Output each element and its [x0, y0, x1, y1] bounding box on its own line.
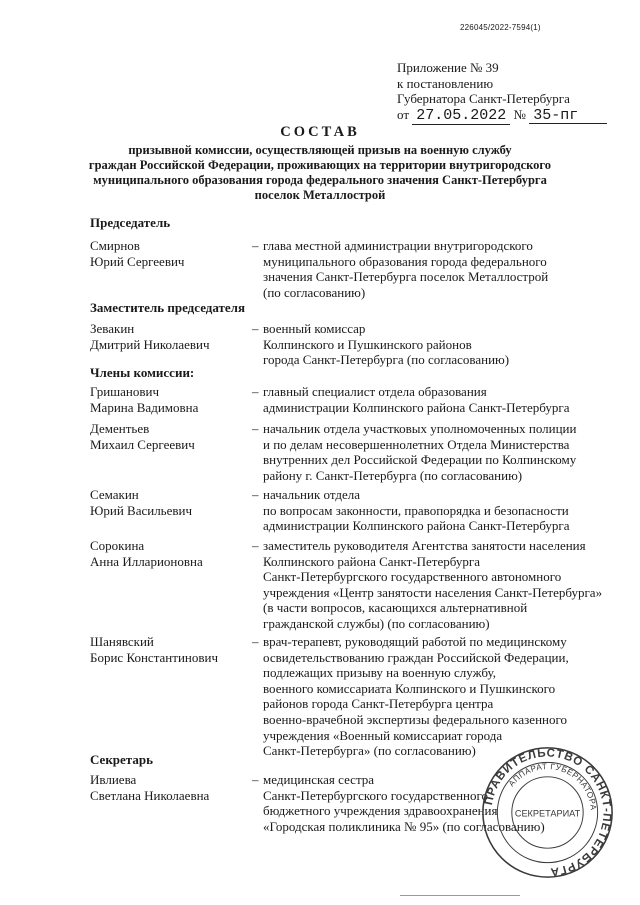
position-line: военно-врачебной экспертизы федерального казенного	[263, 711, 567, 727]
dash-separator: –	[252, 487, 259, 502]
subtitle-line: призывной комиссии, осуществляющей призыв на военную службу	[128, 143, 512, 157]
given-names: Борис Константинович	[90, 649, 218, 665]
member-name	[90, 538, 250, 569]
member-name	[90, 634, 250, 665]
position-line: глава местной администрации внутригородского	[263, 238, 533, 253]
position-line: «Городская поликлиника № 95» (по согласованию)	[263, 818, 545, 834]
position-line: освидетельствованию граждан Российской Федерации,	[263, 649, 569, 665]
position-line: муниципального образования города федерального	[263, 253, 547, 269]
subtitle-line: граждан Российской Федерации, проживающих на территории внутригородского	[88, 158, 552, 172]
position-line: бюджетного учреждения здравоохранения	[263, 803, 498, 819]
member-name	[90, 487, 250, 518]
member-position	[263, 384, 608, 415]
appendix-line3: Губернатора Санкт-Петербурга	[397, 91, 570, 106]
given-names: Дмитрий Николаевич	[90, 336, 210, 352]
position-line: начальник отдела	[263, 487, 361, 502]
member-position	[263, 321, 608, 368]
dash-separator: –	[252, 321, 259, 336]
position-line: Санкт-Петербургского государственного автономного	[263, 569, 562, 585]
surname: Сорокина	[90, 538, 145, 553]
surname: Ивлиева	[90, 772, 137, 787]
given-names: Светлана Николаевна	[90, 787, 210, 803]
position-line: Колпинского и Пушкинского районов	[263, 336, 472, 352]
position-line: администрации Колпинского района Санкт-Петербурга	[263, 399, 570, 415]
section-chair-heading: Председатель	[90, 215, 171, 230]
appendix-date-line	[397, 107, 607, 125]
position-line: Санкт-Петербургского государственного	[263, 787, 488, 803]
member-position	[263, 421, 608, 483]
section-secretary-heading: Секретарь	[90, 752, 153, 767]
subtitle-line: поселок Металлострой	[254, 188, 386, 202]
member-name	[90, 238, 250, 269]
member-name	[90, 421, 250, 452]
position-line: заместитель руководителя Агентства занятости населения	[263, 538, 586, 553]
position-line: города Санкт-Петербурга (по согласованию)	[263, 352, 510, 368]
position-line: учреждения «Военный комиссариат города	[263, 727, 503, 743]
position-line: гражданской службы) (по согласованию)	[263, 615, 490, 631]
member-position	[263, 538, 608, 632]
position-line: районов города Санкт-Петербурга центра	[263, 696, 494, 712]
position-line: учреждения «Центр занятости населения Санкт-Петербурга»	[263, 584, 603, 600]
handwritten-number: 35-пг	[529, 108, 607, 125]
member-name	[90, 772, 250, 803]
surname: Зевакин	[90, 321, 135, 336]
given-names: Анна Илларионовна	[90, 553, 203, 569]
member-position	[263, 487, 608, 534]
given-names: Марина Вадимовна	[90, 399, 199, 415]
position-line: начальник отдела участковых уполномоченных полиции	[263, 421, 577, 436]
stamp-center-text: СЕКРЕТАРИАТ	[514, 808, 581, 819]
dash-separator: –	[252, 772, 259, 787]
stamp-outer-text: ПРАВИТЕЛЬСТВО САНКТ-ПЕТЕРБУРГА	[483, 747, 613, 878]
appendix-line2: к постановлению	[397, 75, 494, 91]
position-line: военный комиссар	[263, 321, 366, 336]
appendix-block	[397, 60, 607, 124]
position-line: медицинская сестра	[263, 772, 375, 787]
stamp-inner-text: АППАРАТ ГУБЕРНАТОРА	[506, 762, 598, 811]
position-line: (по согласованию)	[263, 284, 366, 300]
official-stamp	[480, 745, 615, 880]
dash-separator: –	[252, 384, 259, 399]
section-members-heading: Члены комиссии:	[90, 365, 195, 380]
member-position	[263, 634, 608, 759]
position-line: администрации Колпинского района Санкт-Петербурга	[263, 518, 570, 534]
member-name	[90, 321, 250, 352]
number-prefix: №	[513, 106, 526, 122]
position-line: значения Санкт-Петербурга поселок Металлострой	[263, 269, 549, 285]
position-line: главный специалист отдела образования	[263, 384, 487, 399]
dash-separator: –	[252, 634, 259, 649]
surname: Семакин	[90, 487, 139, 502]
position-line: подлежащих призыву на военную службу,	[263, 665, 496, 681]
position-line: и по делам несовершеннолетних Отдела Министерства	[263, 436, 570, 452]
given-names: Юрий Сергеевич	[90, 253, 185, 269]
surname: Шанявский	[90, 634, 154, 649]
dash-separator: –	[252, 538, 259, 553]
position-line: по вопросам законности, правопорядка и безопасности	[263, 502, 569, 518]
document-subtitle	[70, 143, 570, 203]
given-names: Михаил Сергеевич	[90, 436, 195, 452]
document-number: 226045/2022-7594(1)	[460, 23, 541, 32]
bottom-scan-line	[400, 895, 520, 896]
document-title: СОСТАВ	[280, 124, 360, 140]
dash-separator: –	[252, 238, 259, 253]
position-line: врач-терапевт, руководящий работой по медицинскому	[263, 634, 567, 649]
handwritten-date: 27.05.2022	[412, 107, 510, 125]
date-prefix: от	[397, 106, 410, 122]
position-line: Санкт-Петербурга» (по согласованию)	[263, 743, 476, 759]
surname: Дементьев	[90, 421, 150, 436]
position-line: военного комиссариата Колпинского и Пушкинского	[263, 680, 556, 696]
position-line: району г. Санкт-Петербурга (по согласованию)	[263, 467, 523, 483]
position-line: внутренних дел Российской Федерации по Колпинскому	[263, 452, 577, 468]
surname: Гришанович	[90, 384, 160, 399]
appendix-line1: Приложение № 39	[397, 60, 499, 75]
dash-separator: –	[252, 421, 259, 436]
subtitle-line: муниципального образования города федерального значения Санкт-Петербурга	[93, 173, 547, 187]
member-position	[263, 238, 608, 300]
member-name	[90, 384, 250, 415]
section-deputy-heading: Заместитель председателя	[90, 300, 246, 315]
surname: Смирнов	[90, 238, 140, 253]
given-names: Юрий Васильевич	[90, 502, 193, 518]
position-line: Колпинского района Санкт-Петербурга	[263, 553, 480, 569]
position-line: (в части вопросов, касающихся альтернативной	[263, 600, 528, 616]
